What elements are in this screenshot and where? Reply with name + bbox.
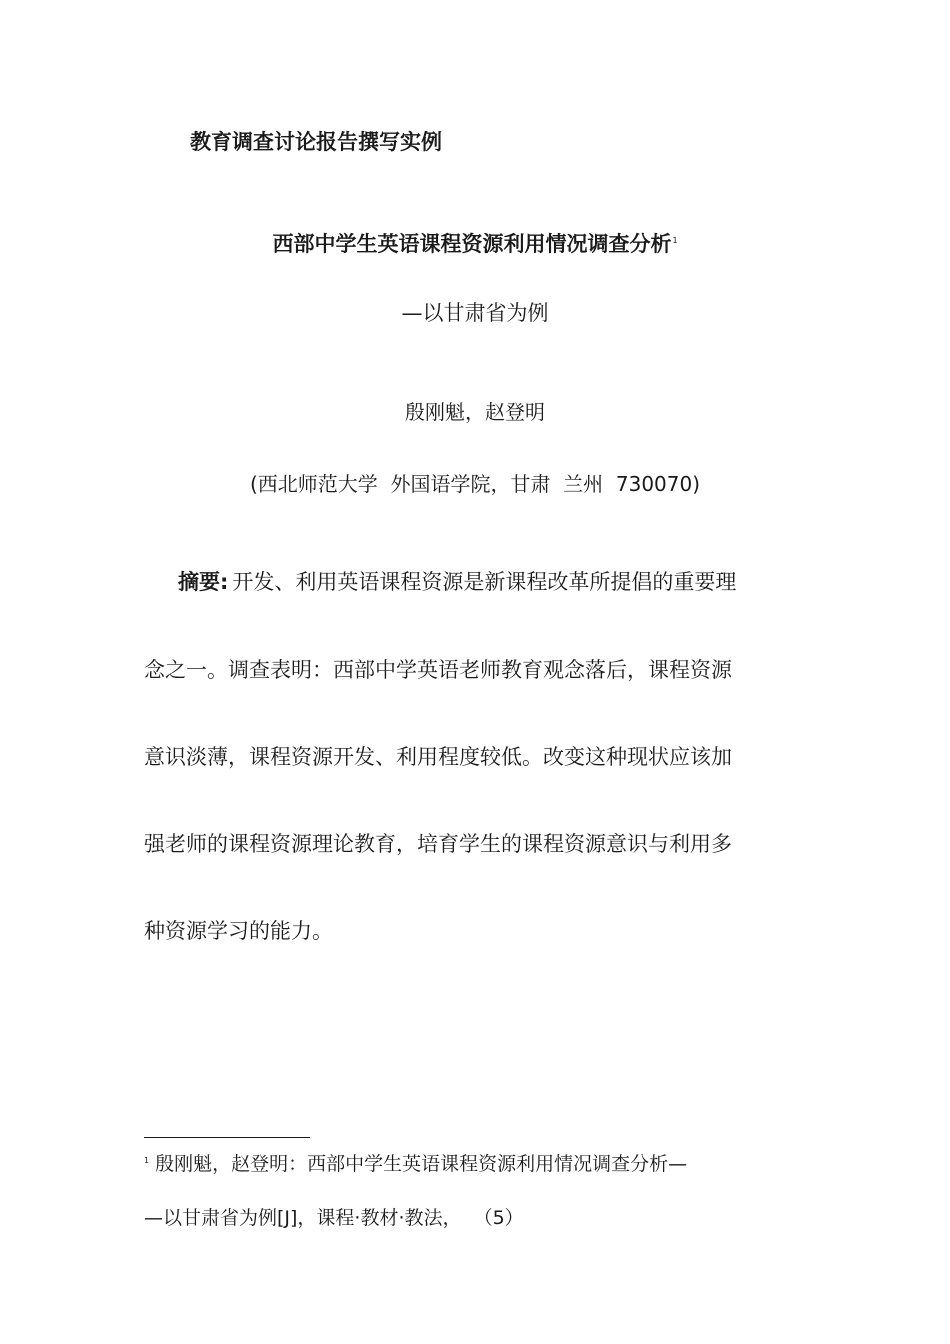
document-heading: 教育调查讨论报告撰写实例 [190,130,442,154]
abstract-line-1 [144,566,858,596]
footnote-text-1: 殷刚魁，赵登明：西部中学生英语课程资源利用情况调查分析— [155,1153,688,1175]
paper-title [0,228,950,258]
abstract-line-5: 种资源学习的能力。 [144,919,333,943]
authors: 殷刚魁，赵登明 [405,400,545,424]
footnote-mark: 1 [144,1155,150,1165]
title-footnote-ref: 1 [672,236,678,245]
paper-subtitle: —以甘肃省为例 [401,301,549,325]
abstract-line-2: 念之一。调查表明：西部中学英语老师教育观念落后，课程资源 [144,658,732,682]
abstract-label: 摘要: [178,570,229,594]
abstract-line-4: 强老师的课程资源理论教育，培育学生的课程资源意识与利用多 [144,832,732,856]
abstract-text: 开发、利用英语课程资源是新课程改革所提倡的重要理 [232,570,737,594]
affiliation: (西北师范大学 外国语学院，甘肃 兰州 730070) [249,472,701,496]
paper-title-text: 西部中学生英语课程资源利用情况调查分析 [272,232,672,256]
abstract-line-3: 意识淡薄，课程资源开发、利用程度较低。改变这种现状应该加 [144,745,732,769]
footnote-line-2: —以甘肃省为例[J]，课程·教材·教法， （5） [144,1207,524,1229]
footnote-line-1 [144,1149,687,1176]
footnote-separator [144,1137,310,1138]
